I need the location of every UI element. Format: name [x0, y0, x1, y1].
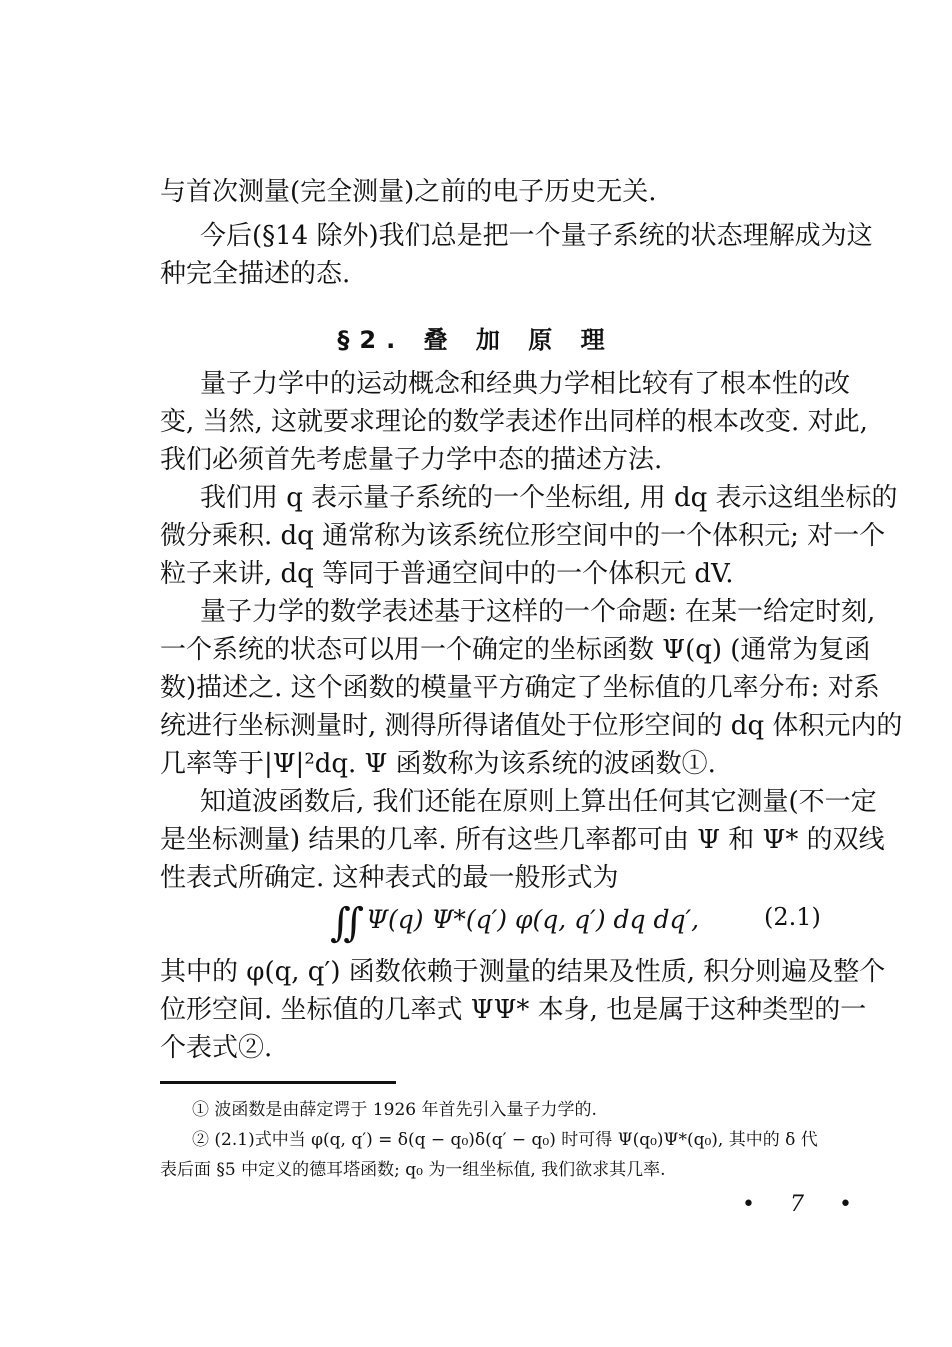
text-line: 与首次测量(完全测量)之前的电子历史无关.	[160, 177, 657, 207]
equation	[330, 900, 699, 946]
footnote-divider	[160, 1081, 396, 1084]
text-line: 今后(§14 除外)我们总是把一个量子系统的状态理解成为这	[200, 221, 873, 251]
text-line: 微分乘积. dq 通常称为该系统位形空间中的一个体积元; 对一个	[160, 521, 886, 551]
footnote-2: ② (2.1)式中当 φ(q, q′) = δ(q − q₀)δ(q′ − q₀) 时可得 Ψ(q₀)Ψ*(q₀), 其中的 δ 代	[192, 1130, 818, 1150]
text-line: 种完全描述的态.	[160, 259, 351, 289]
text-line: 个表式②.	[160, 1033, 273, 1063]
text-line: 我们用 q 表示量子系统的一个坐标组, 用 dq 表示这组坐标的	[200, 483, 898, 513]
text-line: 知道波函数后, 我们还能在原则上算出任何其它测量(不一定	[200, 787, 877, 817]
text-line: 一个系统的状态可以用一个确定的坐标函数 Ψ(q) (通常为复函	[160, 635, 871, 665]
text-line: 变, 当然, 这就要求理论的数学表述作出同样的根本改变. 对此,	[160, 407, 868, 437]
equation-number: (2.1)	[764, 903, 821, 931]
text-line: 数)描述之. 这个函数的模量平方确定了坐标值的几率分布: 对系	[160, 673, 880, 703]
section-heading: §2. 叠 加 原 理	[337, 326, 615, 354]
text-line: 性表式所确定. 这种表式的最一般形式为	[160, 863, 619, 893]
text-line: 几率等于|Ψ|²dq. Ψ 函数称为该系统的波函数①.	[160, 749, 716, 779]
text-line: 其中的 φ(q, q′) 函数依赖于测量的结果及性质, 积分则遍及整个	[160, 957, 886, 987]
footnote-1: ① 波函数是由薛定谔于 1926 年首先引入量子力学的.	[192, 1100, 597, 1120]
text-line: 我们必须首先考虑量子力学中态的描述方法.	[160, 445, 663, 475]
text-line: 位形空间. 坐标值的几率式 ΨΨ* 本身, 也是属于这种类型的一	[160, 995, 867, 1025]
text-line: 量子力学的数学表述基于这样的一个命题: 在某一给定时刻,	[200, 597, 876, 627]
page-number: • 7 •	[742, 1192, 866, 1217]
text-line: 是坐标测量) 结果的几率. 所有这些几率都可由 Ψ 和 Ψ* 的双线	[160, 825, 885, 855]
text-line: 粒子来讲, dq 等同于普通空间中的一个体积元 dV.	[160, 559, 734, 589]
equation-expression: Ψ(q) Ψ*(q′) φ(q, q′) dq dq′,	[366, 905, 700, 934]
text-line: 量子力学中的运动概念和经典力学相比较有了根本性的改	[200, 369, 851, 399]
footnote-2-continued: 表后面 §5 中定义的德耳塔函数; q₀ 为一组坐标值, 我们欲求其几率.	[160, 1160, 666, 1180]
double-integral-symbol: ∬	[330, 900, 353, 946]
text-line: 统进行坐标测量时, 测得所得诸值处于位形空间的 dq 体积元内的	[160, 711, 903, 741]
